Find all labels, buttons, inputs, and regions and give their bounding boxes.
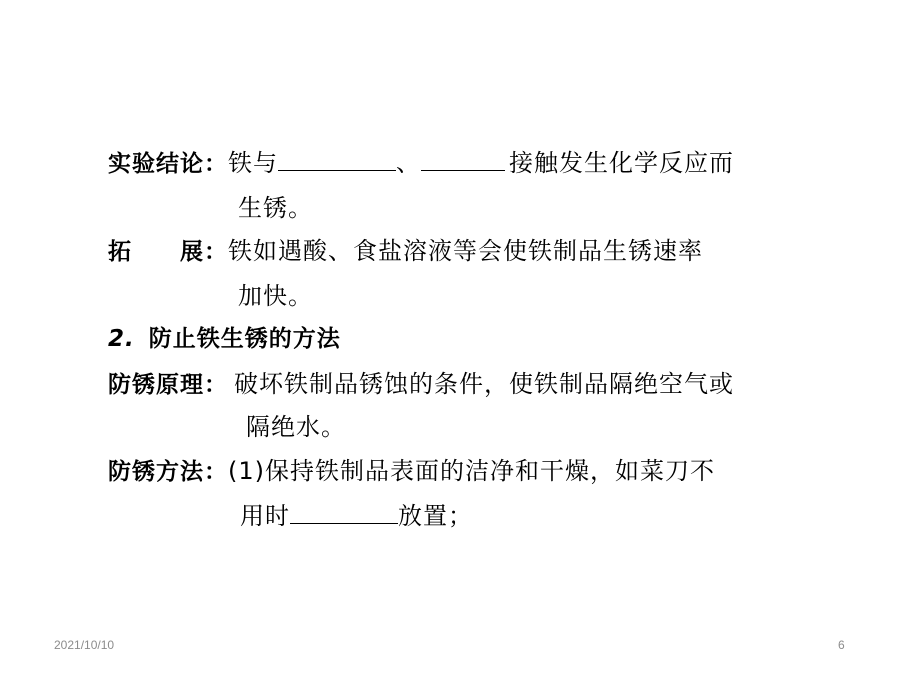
- extension-line-1: [108, 236, 703, 267]
- principle-line-1: [108, 369, 734, 400]
- conclusion-line-2-text: 生锈。: [238, 194, 313, 222]
- footer-date: 2021/10/10: [54, 638, 115, 652]
- principle-line-2-text: 隔绝水。: [246, 413, 346, 441]
- conclusion-label: 实验结论：: [108, 151, 228, 177]
- conclusion-line-2: [238, 193, 313, 223]
- methods-line-2-before: 用时: [240, 502, 290, 530]
- section-number: 2.: [108, 326, 135, 352]
- principle-line-2: [246, 412, 346, 442]
- principle-line-1-text: 破坏铁制品锈蚀的条件，使铁制品隔绝空气或: [234, 370, 734, 398]
- conclusion-line-1: [108, 148, 734, 179]
- section-heading: [108, 324, 341, 354]
- extension-line-2: [238, 281, 313, 311]
- extension-line-2-text: 加快。: [238, 282, 313, 310]
- methods-line-2-after: 放置；: [398, 502, 473, 530]
- conclusion-separator: 、: [396, 149, 421, 177]
- methods-line-1-text: (1)保持铁制品表面的洁净和干燥，如菜刀不: [228, 457, 715, 485]
- conclusion-blank-1[interactable]: [278, 148, 396, 171]
- methods-label: 防锈方法：: [108, 459, 228, 485]
- principle-label: 防锈原理：: [108, 372, 228, 398]
- footer-page-number: 6: [838, 638, 845, 652]
- methods-line-1: [108, 456, 715, 487]
- extension-label: 拓 展：: [108, 239, 228, 265]
- section-title: 防止铁生锈的方法: [148, 326, 341, 352]
- conclusion-blank-2[interactable]: [421, 148, 505, 171]
- conclusion-text-before: 铁与: [228, 149, 278, 177]
- methods-blank[interactable]: [290, 501, 398, 524]
- methods-line-2: [240, 501, 473, 531]
- extension-line-1-text: 铁如遇酸、食盐溶液等会使铁制品生锈速率: [228, 237, 703, 265]
- conclusion-text-after: 接触发生化学反应而: [509, 149, 734, 177]
